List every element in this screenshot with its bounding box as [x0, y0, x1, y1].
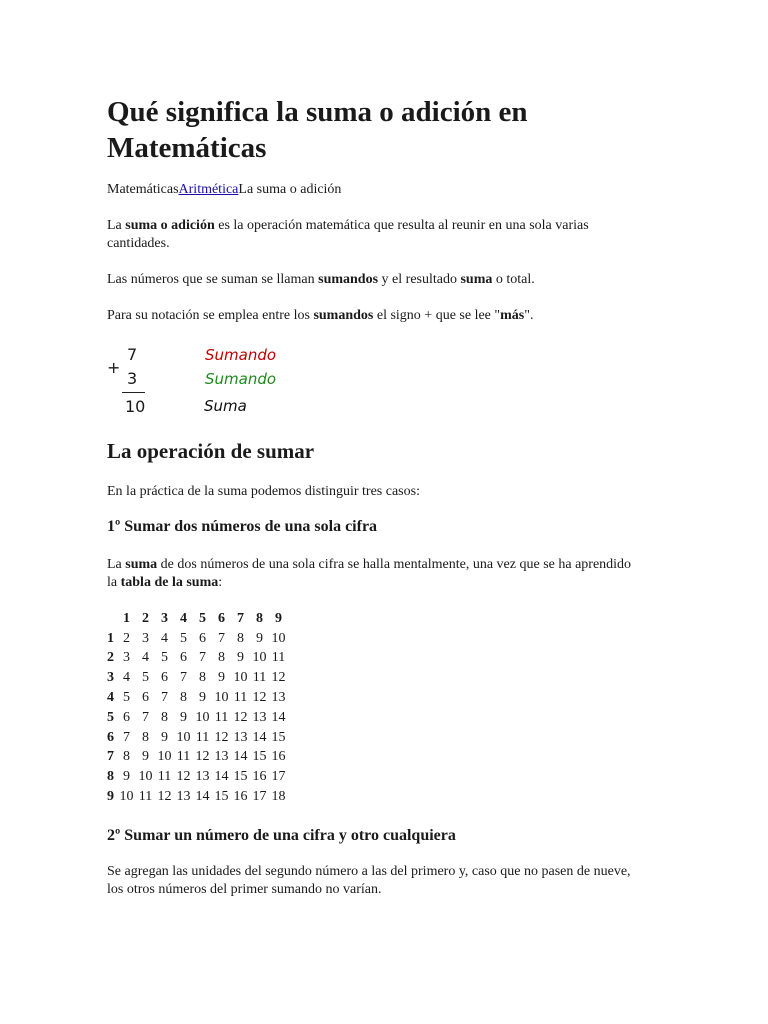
table-cell: 2 [123, 630, 130, 646]
table-cell: 5 [123, 690, 130, 706]
table-cell: 11 [195, 729, 210, 745]
text: de dos números de una sola cifra se halla mentalmente, una vez que se ha aprendido la [107, 557, 632, 590]
table-cell: 9 [142, 749, 149, 765]
column-header: 3 [161, 610, 168, 626]
bold-term: sumandos [313, 308, 374, 323]
table-cell: 10 [119, 789, 134, 805]
plus-sign: + [107, 358, 121, 377]
label-sumando-2: Sumando [205, 370, 277, 388]
bold-term: más [500, 308, 525, 323]
table-cell: 9 [123, 769, 130, 785]
table-cell: 7 [142, 709, 149, 725]
table-cell: 16 [252, 769, 267, 785]
row-header: 2 [107, 650, 114, 666]
row-header: 5 [107, 709, 114, 725]
table-cell: 12 [157, 789, 172, 805]
paragraph-single-digit [107, 556, 637, 592]
table-row [107, 708, 288, 728]
table-cell: 6 [180, 650, 187, 666]
sum-line [122, 392, 145, 393]
table-cell: 14 [214, 769, 229, 785]
table-cell: 5 [161, 650, 168, 666]
table-cell: 9 [180, 709, 187, 725]
table-cell: 3 [142, 630, 149, 646]
table-cell: 13 [176, 789, 191, 805]
text: y el resultado [378, 272, 461, 287]
table-row [107, 767, 288, 787]
table-cell: 6 [199, 630, 206, 646]
table-cell: 6 [142, 690, 149, 706]
table-cell: 9 [199, 690, 206, 706]
table-cell: 7 [123, 729, 130, 745]
table-cell: 8 [180, 690, 187, 706]
table-cell: 13 [195, 769, 210, 785]
table-cell: 3 [123, 650, 130, 666]
breadcrumb-item-matematicas: Matemáticas [107, 182, 179, 197]
table-cell: 8 [199, 670, 206, 686]
table-cell: 6 [123, 709, 130, 725]
text: La [107, 218, 126, 233]
table-corner [107, 609, 117, 629]
table-cell: 18 [271, 789, 286, 805]
table-cell: 9 [256, 630, 263, 646]
table-cell: 10 [214, 690, 229, 706]
table-cell: 11 [157, 769, 172, 785]
table-cell: 4 [161, 630, 168, 646]
table-cell: 15 [271, 729, 286, 745]
row-header: 4 [107, 690, 114, 706]
table-cell: 16 [271, 749, 286, 765]
second-addend: 3 [127, 369, 138, 388]
bold-term: suma o adición [125, 218, 215, 233]
table-cell: 15 [233, 769, 248, 785]
table-cell: 12 [271, 670, 286, 686]
table-cell: 10 [176, 729, 191, 745]
table-cell: 14 [195, 789, 210, 805]
table-cell: 17 [252, 789, 267, 805]
section-heading: La operación de sumar [107, 439, 315, 463]
table-cell: 11 [214, 709, 229, 725]
table-cell: 11 [138, 789, 153, 805]
paragraph-notation [107, 307, 637, 325]
breadcrumb-item-current: La suma o adición [238, 182, 342, 197]
breadcrumb [107, 181, 637, 199]
table-cell: 15 [214, 789, 229, 805]
table-cell: 13 [214, 749, 229, 765]
table-cell: 14 [252, 729, 267, 745]
table-cell: 10 [157, 749, 172, 765]
table-cell: 11 [271, 650, 286, 666]
row-header: 1 [107, 630, 114, 646]
page-title: Qué significa la suma o adición en Matemáticas [107, 96, 528, 164]
row-header: 8 [107, 769, 114, 785]
table-cell: 6 [161, 670, 168, 686]
label-suma: Suma [204, 397, 247, 415]
column-header: 5 [199, 610, 206, 626]
text: La [107, 557, 126, 572]
table-cell: 8 [218, 650, 225, 666]
bold-term: tabla de la suma [120, 575, 219, 590]
bold-term: suma [125, 557, 158, 572]
row-header: 7 [107, 749, 114, 765]
table-cell: 11 [252, 670, 267, 686]
table-cell: 7 [180, 670, 187, 686]
subsection-heading-1: 1º Sumar dos números de una sola cifra [107, 518, 378, 535]
table-cell: 12 [214, 729, 229, 745]
sum-result: 10 [125, 397, 146, 416]
table-cell: 8 [142, 729, 149, 745]
text: : [218, 575, 223, 590]
table-row [107, 629, 288, 649]
table-cell: 15 [252, 749, 267, 765]
table-row [107, 668, 288, 688]
table-cell: 12 [195, 749, 210, 765]
breadcrumb-link-aritmetica[interactable]: Aritmética [178, 182, 239, 197]
table-cell: 13 [233, 729, 248, 745]
table-cell: 14 [271, 709, 286, 725]
row-header: 9 [107, 789, 114, 805]
table-cell: 8 [161, 709, 168, 725]
table-cell: 9 [218, 670, 225, 686]
text: Para su notación se emplea entre los [107, 308, 314, 323]
text: es la operación matemática que resulta al reunir en una sola varias cantidades. [107, 218, 589, 251]
table-row [107, 649, 288, 669]
table-cell: 14 [233, 749, 248, 765]
table-cell: 12 [176, 769, 191, 785]
paragraph-any-number: Se agregan las unidades del segundo número a las del primero y, caso que no pasen de nueve, los otros números del primer sumando no varían. [107, 864, 631, 897]
table-cell: 7 [218, 630, 225, 646]
table-cell: 11 [233, 690, 248, 706]
table-cell: 9 [161, 729, 168, 745]
table-row [107, 728, 288, 748]
text: ". [524, 308, 534, 323]
row-header: 6 [107, 729, 114, 745]
table-cell: 10 [252, 650, 267, 666]
table-cell: 16 [233, 789, 248, 805]
paragraph-definition [107, 217, 637, 253]
subsection-heading-2: 2º Sumar un número de una cifra y otro cualquiera [107, 827, 456, 844]
text: o total. [492, 272, 535, 287]
table-cell: 11 [176, 749, 191, 765]
table-cell: 12 [233, 709, 248, 725]
paragraph-cases: En la práctica de la suma podemos distinguir tres casos: [107, 484, 420, 499]
addition-figure [107, 344, 307, 419]
text: el signo + que se lee " [373, 308, 501, 323]
table-cell: 13 [271, 690, 286, 706]
table-row [107, 688, 288, 708]
paragraph-sumandos [107, 271, 637, 289]
table-cell: 10 [195, 709, 210, 725]
column-header: 7 [237, 610, 244, 626]
table-cell: 7 [161, 690, 168, 706]
table-cell: 8 [237, 630, 244, 646]
table-cell: 5 [180, 630, 187, 646]
table-cell: 7 [199, 650, 206, 666]
table-cell: 9 [237, 650, 244, 666]
table-header-row [107, 609, 288, 629]
label-sumando-1: Sumando [205, 346, 277, 364]
table-cell: 17 [271, 769, 286, 785]
table-row [107, 748, 288, 768]
text: Las números que se suman se llaman [107, 272, 319, 287]
table-cell: 5 [142, 670, 149, 686]
column-header: 4 [180, 610, 187, 626]
table-cell: 12 [252, 690, 267, 706]
table-cell: 4 [123, 670, 130, 686]
table-cell: 8 [123, 749, 130, 765]
bold-term: sumandos [318, 272, 379, 287]
column-header: 2 [142, 610, 149, 626]
column-header: 1 [123, 610, 130, 626]
column-header: 8 [256, 610, 263, 626]
column-header: 9 [275, 610, 282, 626]
table-cell: 10 [233, 670, 248, 686]
bold-term: suma [460, 272, 493, 287]
row-header: 3 [107, 670, 114, 686]
table-row [107, 787, 288, 807]
first-addend: 7 [127, 345, 138, 364]
table-cell: 4 [142, 650, 149, 666]
table-cell: 13 [252, 709, 267, 725]
table-cell: 10 [271, 630, 286, 646]
addition-table [107, 609, 288, 807]
table-cell: 10 [138, 769, 153, 785]
column-header: 6 [218, 610, 225, 626]
